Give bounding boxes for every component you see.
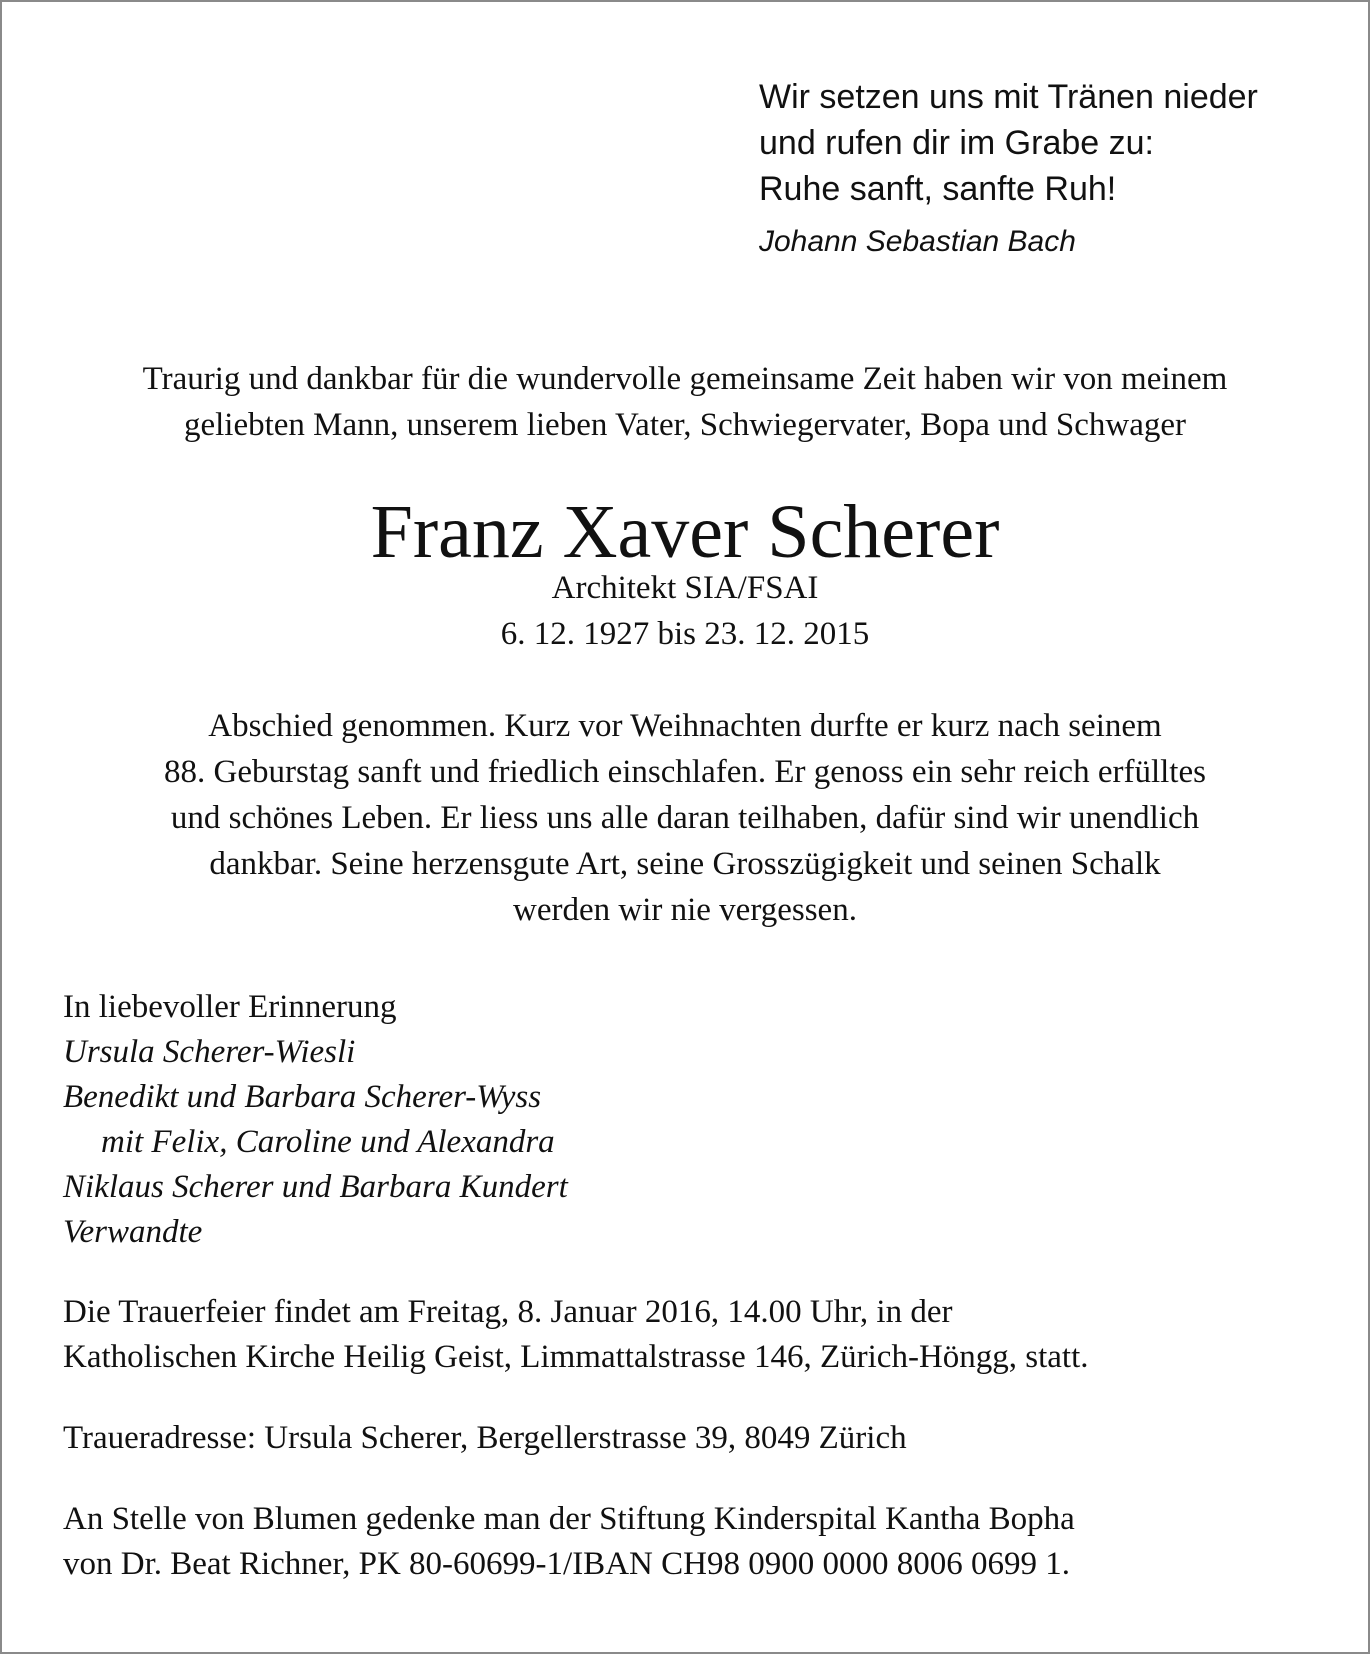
address-line: Traueradresse: Ursula Scherer, Bergellerstrasse 39, 8049 Zürich — [63, 1420, 907, 1456]
mourner-name: mit Felix, Caroline und Alexandra — [101, 1124, 555, 1160]
message-line: Abschied genommen. Kurz vor Weihnachten durfte er kurz nach seinem — [208, 708, 1162, 744]
quote-line: Wir setzen uns mit Tränen nieder — [759, 78, 1258, 116]
mourner-name: Benedikt und Barbara Scherer-Wyss — [63, 1079, 542, 1115]
donation-line: von Dr. Beat Richner, PK 80-60699-1/IBAN CH98 0900 0000 8006 0699 1. — [63, 1546, 1070, 1582]
message-line: dankbar. Seine herzensgute Art, seine Grosszügigkeit und seinen Schalk — [209, 846, 1161, 882]
farewell-message — [2, 703, 1368, 933]
epigraph-quote — [759, 74, 1319, 262]
donation-info — [63, 1497, 1323, 1587]
funeral-service-info — [63, 1290, 1323, 1380]
deceased-name: Franz Xaver Scherer — [370, 490, 1000, 574]
memory-heading: In liebevoller Erinnerung — [63, 989, 397, 1025]
mourner-name: Verwandte — [63, 1214, 203, 1250]
mourning-address — [63, 1416, 1323, 1461]
intro-line: Traurig und dankbar für die wundervolle gemeinsame Zeit haben wir von meinem — [142, 361, 1228, 397]
service-line: Katholischen Kirche Heilig Geist, Limmattalstrasse 146, Zürich-Höngg, statt. — [63, 1339, 1089, 1375]
life-dates: 6. 12. 1927 bis 23. 12. 2015 — [500, 616, 870, 652]
mourner-name: Ursula Scherer-Wiesli — [63, 1034, 356, 1070]
intro-line: geliebten Mann, unserem lieben Vater, Schwiegervater, Bopa und Schwager — [183, 407, 1186, 443]
quote-line: und rufen dir im Grabe zu: — [759, 124, 1154, 162]
mourner-name: Niklaus Scherer und Barbara Kundert — [63, 1169, 568, 1205]
intro-text — [2, 356, 1368, 448]
donation-line: An Stelle von Blumen gedenke man der Stiftung Kinderspital Kantha Bopha — [63, 1501, 1075, 1537]
quote-author: Johann Sebastian Bach — [759, 225, 1076, 258]
message-line: und schönes Leben. Er liess uns alle daran teilhaben, dafür sind wir unendlich — [170, 800, 1200, 836]
message-line: 88. Geburstag sanft und friedlich einschlafen. Er genoss ein sehr reich erfülltes — [164, 754, 1206, 790]
deceased-profession: Architekt SIA/FSAI — [551, 570, 819, 606]
quote-line: Ruhe sanft, sanfte Ruh! — [759, 170, 1117, 208]
message-line: werden wir nie vergessen. — [513, 892, 857, 928]
service-line: Die Trauerfeier findet am Freitag, 8. Januar 2016, 14.00 Uhr, in der — [63, 1294, 953, 1330]
mourners-list — [63, 985, 1323, 1255]
